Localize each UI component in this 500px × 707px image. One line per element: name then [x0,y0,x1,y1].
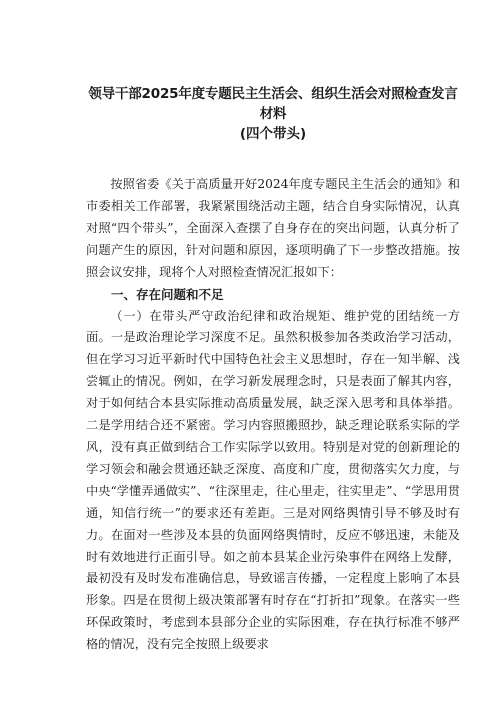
section-paragraph-discipline: （一）在带头严守政治纪律和政治规矩、维护党的团结统一方面。一是政治理论学习深度不足。虽然积极参加各类政治学习活动，但在学习习近平新时代中国特色社会主义思想时，存在一知半解、浅尝辄止的情况。例如，在学习新发展理念时，只是表面了解其内容，对于如何结合本县实际推动高质量发展，缺乏深入思考和具体举措。二是学用结合还不紧密。学习内容照搬照抄，缺乏理论联系实际的学风，没有真正做到结合工作实际学以致用。特别是对党的创新理论的学习领会和融会贯通还缺乏深度、高度和广度，贯彻落实欠力度，与中央“学懂弄通做实”、“往深里走，往心里走，往实里走”、“学思用贯通，知信行统一”的要求还有差距。三是对网络舆情引导不够及时有力。在面对一些涉及本县的负面网络舆情时，反应不够迅速，未能及时有效地进行正面引导。如之前本县某企业污染事件在网络上发酵，最初没有及时发布准确信息，导致谣言传播，一定程度上影响了本县形象。四是在贯彻上级决策部署有时存在“打折扣”现象。在落实一些环保政策时，考虑到本县部分企业的实际困难，存在执行标准不够严格的情况，没有完全按照上级要求 [86,308,460,652]
document-title: 领导干部2025年度专题民主生活会、组织生活会对照检查发言材料 [88,86,458,122]
section-heading-problems: 一、存在问题和不足 [111,286,224,302]
document-subtitle: (四个带头) [239,126,307,142]
intro-paragraph: 按照省委《关于高质量开好2024年度专题民主生活会的通知》和市委相关工作部署，我紧紧围绕活动主题，结合自身实际情况，认真对照“四个带头”，全面深入查摆了自身存在的突出问题，认真分析了问题产生的原因，针对问题和原因，逐项明确了下一步整改措施。按照会议安排，现将个人对照检查情况汇报如下： [86,177,460,279]
